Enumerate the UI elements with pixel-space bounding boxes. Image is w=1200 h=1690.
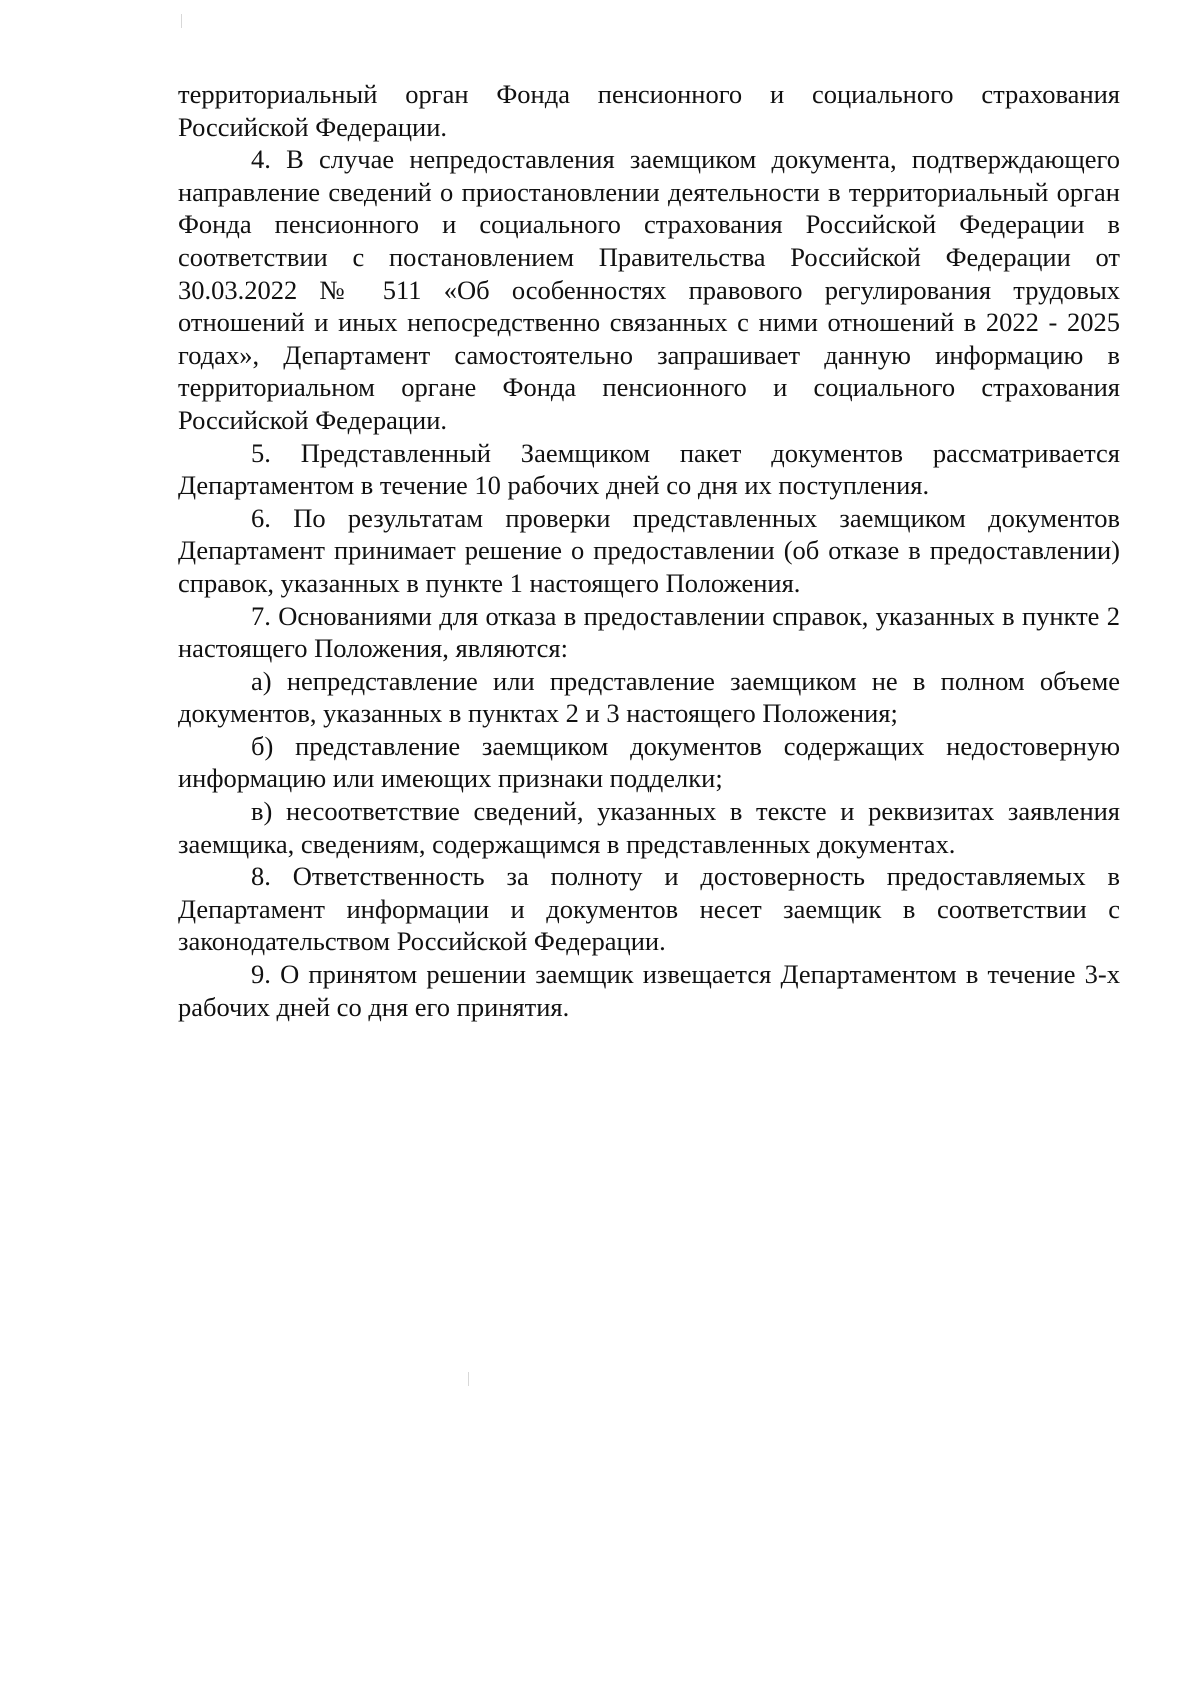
scan-mark bbox=[181, 14, 182, 28]
paragraph-7a: а) непредставление или представление заемщиком не в полном объеме документов, указанных в пунктах 2 и 3 настоящего Положения; bbox=[178, 665, 1120, 729]
paragraph-8: 8. Ответственность за полноту и достоверность предоставляемых в Департамент информации и документов несет заемщик в соответствии с законодательством Российской Федерации. bbox=[178, 861, 1120, 957]
paragraph-7: 7. Основаниями для отказа в предоставлении справок, указанных в пункте 2 настоящего Положения, являются: bbox=[178, 600, 1120, 664]
paragraph-5: 5. Представленный Заемщиком пакет документов рассматривается Департаментом в течение 10 рабочих дней со дня их поступления. bbox=[178, 437, 1120, 501]
scan-mark bbox=[468, 1372, 469, 1386]
paragraph-6: 6. По результатам проверки представленных заемщиком документов Департамент принимает решение о предоставлении (об отказе в предоставлении) справок, указанных в пункте 1 настоящего Положения. bbox=[178, 502, 1120, 598]
document-body bbox=[178, 78, 1120, 1023]
paragraph-continuation: территориальный орган Фонда пенсионного и социального страхования Российской Федерации. bbox=[178, 79, 1120, 142]
paragraph-9: 9. О принятом решении заемщик извещается Департаментом в течение 3-х рабочих дней со дня его принятия. bbox=[178, 959, 1120, 1022]
paragraph-4: 4. В случае непредоставления заемщиком документа, подтверждающего направление сведений о приостановлении деятельности в территориальный орган Фонда пенсионного и социального страхования Российской Федерации в соответствии с постановлением Правительства Российской Федерации от 30.03.2022 № 511 «Об особенностях правового регулирования трудовых отношений и иных непосредственно связанных с ними отношений в 2022 - 2025 годах», Департамент самостоятельно запрашивает данную информацию в территориальном органе Фонда пенсионного и социального страхования Российской Федерации. bbox=[178, 144, 1120, 435]
paragraph-7b: б) представление заемщиком документов содержащих недостоверную информацию или имеющих признаки подделки; bbox=[178, 730, 1120, 794]
paragraph-7c: в) несоответствие сведений, указанных в тексте и реквизитах заявления заемщика, сведениям, содержащимся в представленных документах. bbox=[178, 796, 1120, 859]
